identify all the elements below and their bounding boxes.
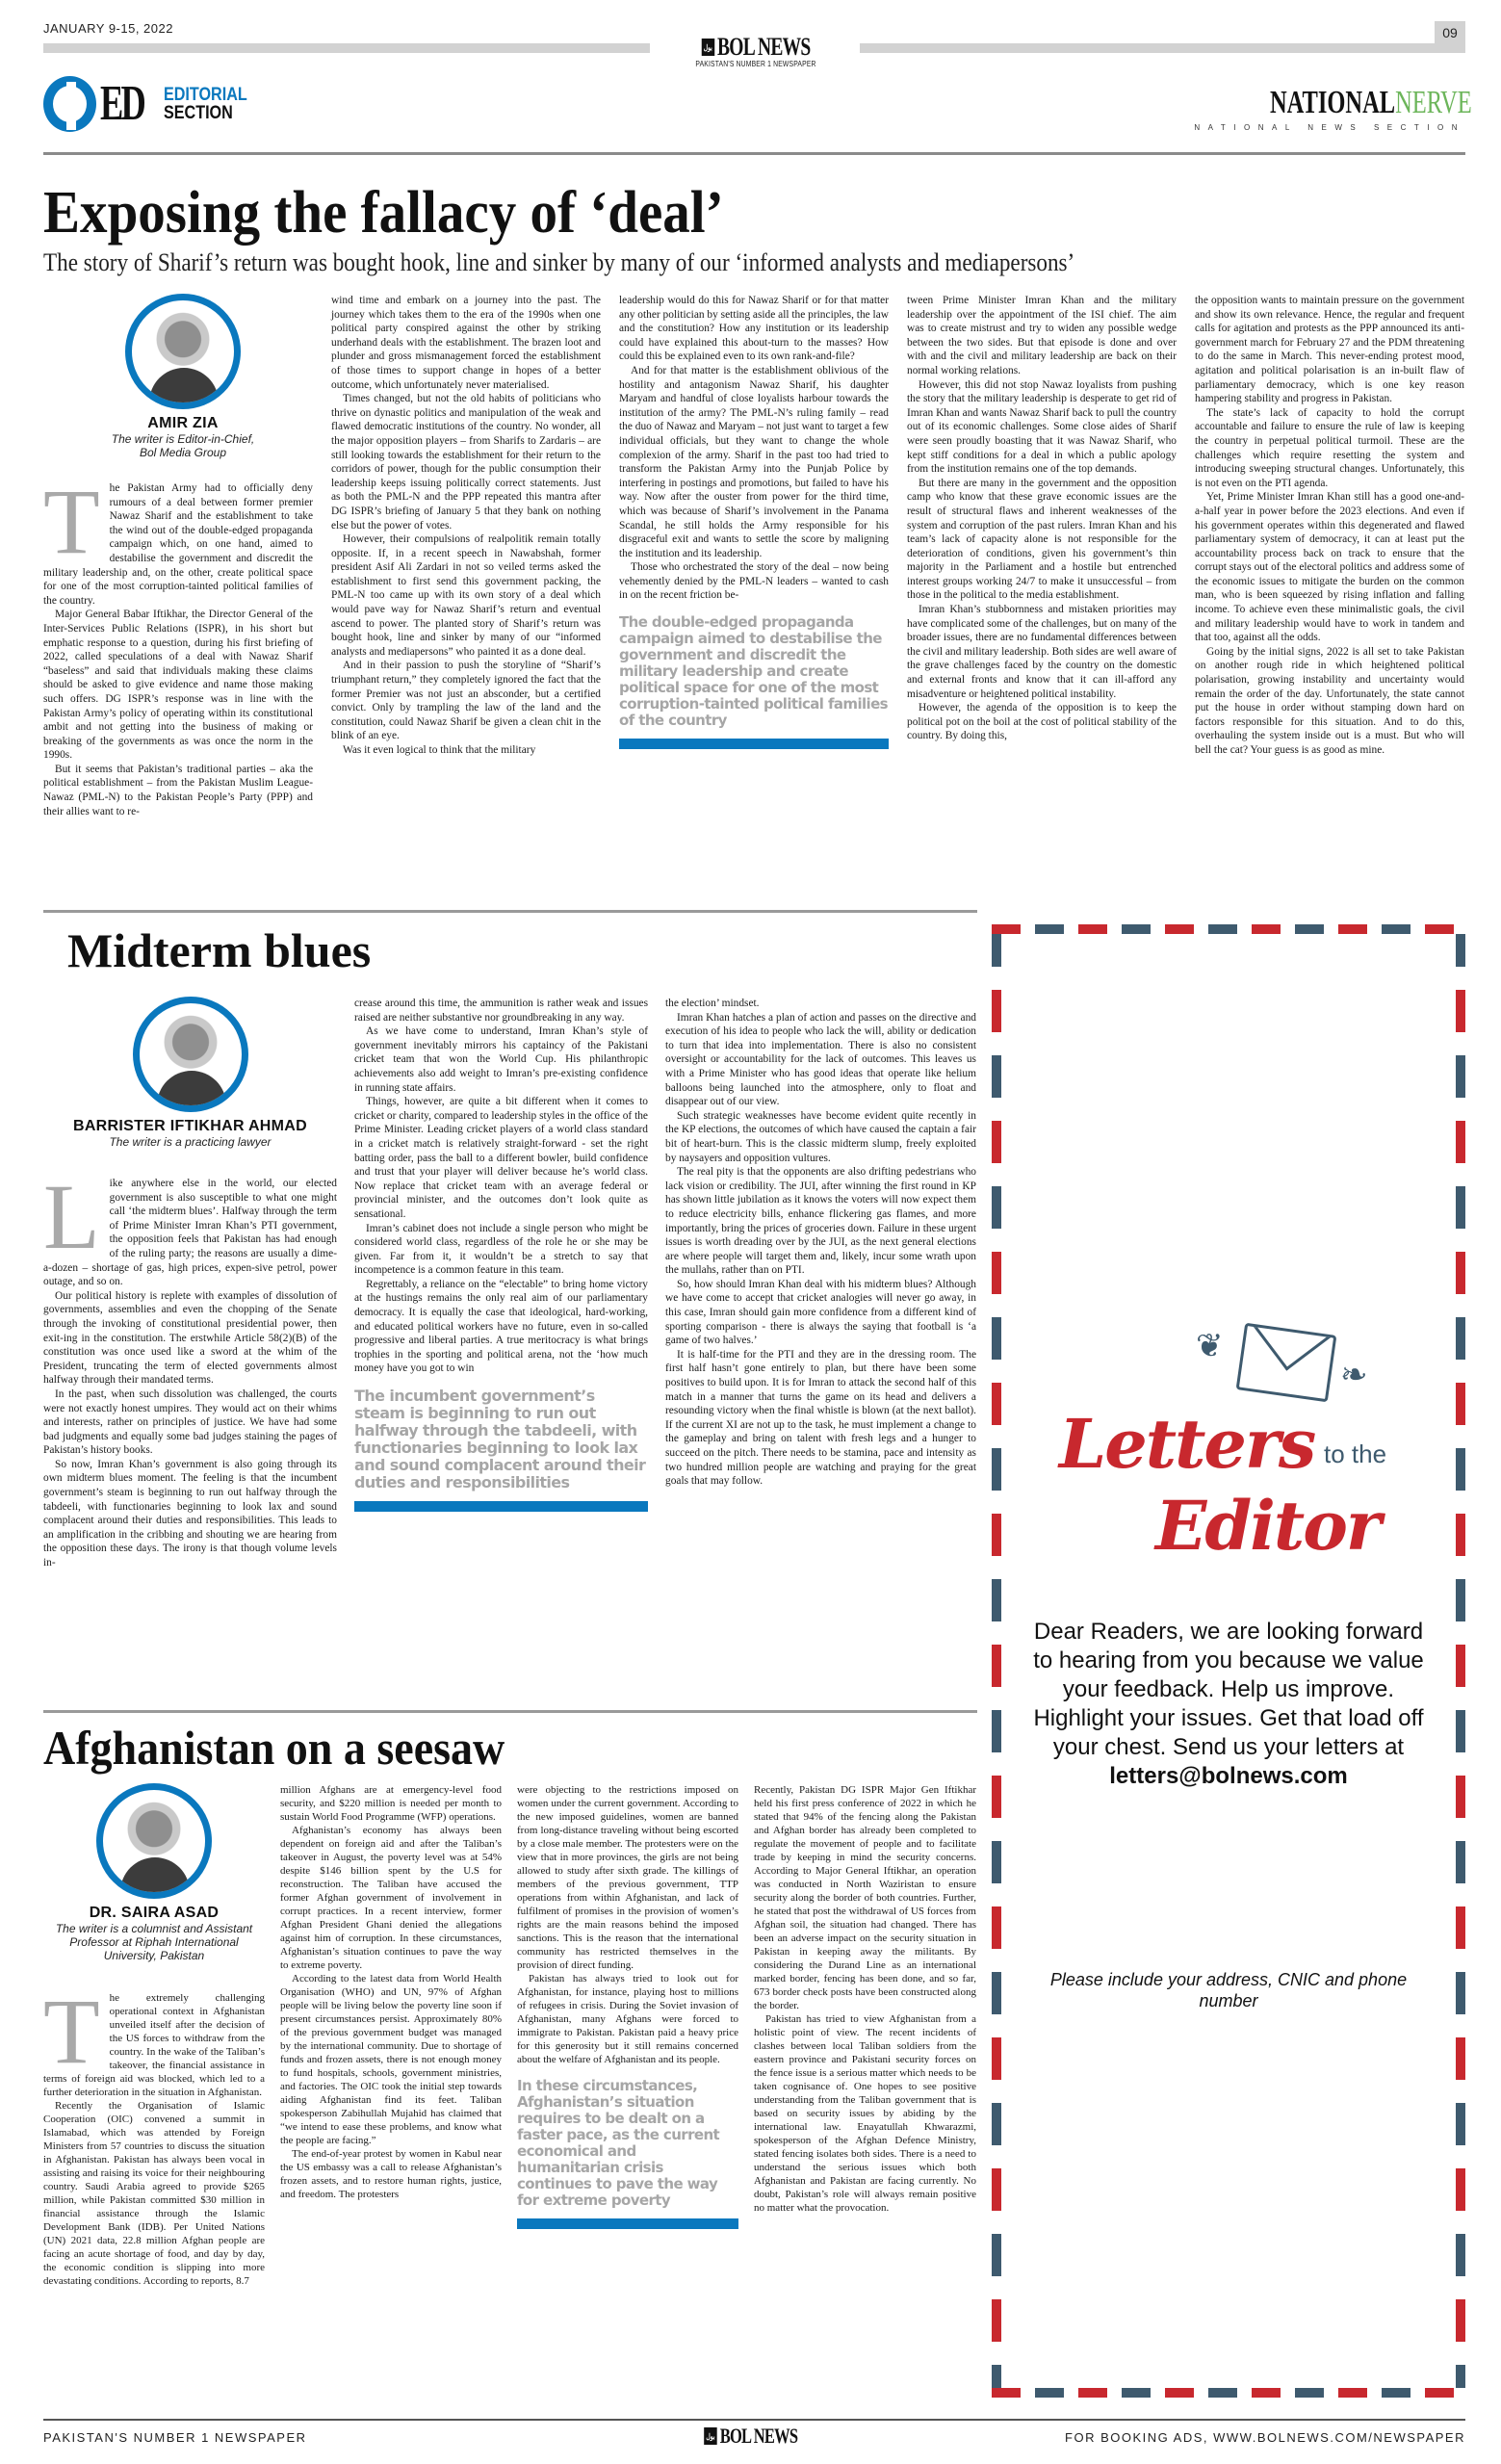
article1-subhead: The story of Sharif’s return was bought hook, line and sinker by many of our ‘informed analysts and mediapersons’ [43, 248, 1075, 276]
paragraph: Afghanistan’s economy has always been dependent on foreign aid and after the Taliban’s takeover in August, the poverty level was at 54% despite $146 billion spent by the U.S for reconstruction. The Taliban have accused the former Afghan government of involvement in corrupt practices. In a recent interview, former Afghan President Ghani denied the allegations against him of corruption. In these circumstances, Afghanistan’s situation continues to pave the way to extreme poverty. [280, 1825, 502, 1971]
paragraph: Those who orchestrated the story of the deal – now being vehemently denied by the PML-N leaders – wanted to cash in on the recent friction be- [619, 561, 889, 602]
paragraph: million Afghans are at emergency-level food security, and $220 million is needed per month to sustain World Food Programme (WFP) operations. [280, 1784, 502, 1823]
author-desc: Bol Media Group [139, 446, 227, 459]
author-desc: University, Pakistan [103, 1949, 205, 1962]
header-rule-right [860, 43, 1464, 53]
paragraph: But it seems that Pakistan’s traditional parties – aka the political establishment – from the Pakistan Muslim League-Nawaz (PML-N) to the Pakistan People’s Party (PPP) and their allies want to re- [43, 763, 313, 817]
nn-title-a: NATIONAL [1269, 85, 1396, 120]
article1-byline [43, 294, 323, 459]
paragraph: And for that matter is the establishment oblivious of the hostility and antagonism Nawaz Sharif, his daughter Maryam and handful of close loyalists harbour towards the institution of the army? The PML-N’s ruling family – read the duo of Nawaz and Maryam – not just want to target a few individual officials, but they want to change the whole complexion of the army. Sharif in the past too had tried to transform the Pakistan Army into the Punjab Police by interfering in postings and promotions, but failed to have his way. Now after the ouster from power for the third time, which was because of Sharif’s involvement in the Panama Scandal, he still holds the Army responsible for his disgraceful exit and wants to settle the score by maligning the institution and its leadership. [619, 364, 889, 559]
article1-pull-quote: The double-edged propaganda campaign aimed to destabilise the government and discredit the military leadership and create political space for one of the most corruption-tainted political families of the country [619, 613, 888, 730]
wing-left-icon: ❦ [1196, 1327, 1224, 1365]
article3-headline: Afghanistan on a seesaw [43, 1721, 505, 1775]
letters-to-editor-box [992, 924, 1465, 2398]
paragraph: However, the agenda of the opposition is to keep the political pot on the boil at the cost of political stability of the country. By doing this, [907, 702, 1177, 742]
paragraph: he extremely challenging operational context in Afghanistan unveiled itself after the decision of the US forces to withdraw from the country. In the wake of the Taliban’s takeover, the financial assistance in terms of foreign aid was blocked, which led to a further deterioration in the situation in Afghanistan. [43, 1992, 265, 2098]
airmail-border-top [992, 924, 1465, 934]
nn-title-b: NERVE [1395, 85, 1472, 120]
section-divider [43, 1710, 977, 1713]
letters-title-editor: Editor [1155, 1486, 1380, 1566]
header-divider [43, 152, 1465, 155]
paragraph: leadership would do this for Nawaz Sharif or for that matter any other politician by setting aside all the principles, the law and the constitution? How any institution or its leadership could have explained this about-turn to the masses? How could this be explained even to its own rank-and-file? [619, 295, 889, 363]
paragraph: the election’ mindset. [665, 998, 760, 1009]
editorial-section-logo [43, 75, 262, 132]
letters-note: Please include your address, CNIC and phone number [1049, 1970, 1408, 2010]
article3-byline [43, 1783, 265, 1962]
author-name: DR. SAIRA ASAD [89, 1905, 220, 1921]
pull-quote-bar [517, 2218, 738, 2229]
paragraph: tween Prime Minister Imran Khan and the military leadership over the appointment of the ISI chief. The aim was to create mistrust and try to widen any possible wedge between the two sides. But that episode is done and over with and the civil and military leadership are back on their normal working relations. [907, 295, 1177, 376]
paragraph: Our political history is replete with examples of dissolution of governments, assemblies and even the chopping of the Senate through the invoking of constitutional presidential power, then exit-ing in the constitution. The erstwhile Article 58(2)(B) of the constitution was once used like a sword at the whim of the President, truncating the term of elected governments almost halfway through their mandated terms. [43, 1289, 337, 1387]
section-divider [43, 910, 977, 913]
paragraph: The real pity is that the opponents are also drifting pedestrians who lack vision or credibility. The JUI, after winning the first round in KP has shown little jubilation as it knows the voters will now expect them to reduce electricity bills, enhance flickering gas flames, and more importantly, bring the prices of groceries down. Failure in these urgent issues is worth dreading over by the JUI, as the next general elections are where people will target them and, likely, incur some wrath upon the mullahs, rather than on PTI. [665, 1166, 976, 1277]
paragraph: the opposition wants to maintain pressure on the government and show its own relevance. Hence, the regular and frequent calls for agitation and protests as the PPP announced its anti-government march for February 27 and the PDM threatening to do the same in March. This never-ending protest mood, agitation and political polarisation is an in-built flaw of parliamentary democracy, which is one key reason hampering stability and progress in Pakistan. [1195, 295, 1464, 405]
paragraph: were objecting to the restrictions imposed on women under the current government. According to the new imposed guidelines, women are banned from long-distance traveling without being escorted by a close male member. The protesters were on the view that in more provinces, the girls are not being allowed to study after sixth grade. The killings of members of the previous government, TTP operations from within Afghanistan, and lack of fulfilment of promises in the provision of women’s rights are the main reasons behind the imposed sanctions. This is the reason that the international community has restricted themselves in the provision of direct funding. [517, 1784, 738, 1971]
national-nerve-logo [1194, 85, 1472, 132]
article2-column-3 [665, 997, 976, 1489]
paragraph: Regrettably, a reliance on the “electable” to bring home victory at the hustings remains the only real aim of our parliamentary democracy. It is equally the case that ideological, hard-working, and educated political workers have no future, even in so-called progressive and liberal parties. A true meritocracy is what brings trophies in the sporting and political arena, not the ‘how much money have you got to win [354, 1278, 648, 1375]
header-rule-left [43, 43, 650, 53]
letters-title-small: to the [1324, 1439, 1387, 1468]
paragraph: wind time and embark on a journey into the past. The journey which takes them to the era of the 1990s when one political party conspired against the other by striking underhand deals with the establishment. The brazen loot and plunder and gross mismanagement forced the establishment of those times to support change in hopes of a better outcome, which unfortunately never materialised. [331, 295, 601, 391]
article2-column-1 [43, 1165, 337, 1570]
article3-column-1 [43, 1980, 265, 2288]
masthead-title: BOL NEWS [717, 33, 811, 61]
paragraph: Things, however, are quite a bit different when it comes to cricket or charity, compared to leadership styles in the office of the Prime Minister. Leading cricket players of a world class standard in a cricket match is relatively straight-forward - set the right batting order, pass the ball to a different bowler, build confidence and trust that your player will deliver because he’s world class. Now replace that cricket team with an average federal or provincial minister, and the outcomes don’t look quite as sensational. [354, 1096, 648, 1220]
paragraph: Yet, Prime Minister Imran Khan still has a good one-and-a-half year in power before the 2023 elections. And even if his government operates within this degenerated and flawed parliamentary system of democracy, it can at least put the accountability process back on track to ensure that the corrupt stays out of the electoral politics and address some of the economic issues to mitigate the burden on the common man, who is been squeezed by rising inflation and falling income. To achieve even these minimalistic goals, the civil and military leadership would have to work in tandem and that too, against all the odds. [1195, 491, 1464, 644]
paragraph: So, how should Imran Khan deal with his midterm blues? Although we have come to accept that cricket analogies will never go away, in this case, Imran should gain more confidence from a different kind of sporting comparison - there is always the saying that football is ‘a game of two halves.’ [665, 1278, 976, 1347]
paragraph: As we have come to understand, Imran Khan’s style of government inevitably mirrors his captaincy of the Pakistani cricket team that won the World Cup. His philanthropic achievements also add weight to Imran’s pre-existing confidence in running state affairs. [354, 1025, 648, 1094]
masthead-tagline: PAKISTAN'S NUMBER 1 NEWSPAPER [695, 60, 816, 68]
author-desc: The writer is a practicing lawyer [109, 1135, 272, 1149]
dropcap: T [43, 470, 100, 573]
footer-logo-text: BOL NEWS [719, 2424, 798, 2448]
paragraph: Imran Khan’s stubbornness and mistaken priorities may have complicated some of the challenges, but on many of the broader issues, there are no fundamental differences between the civil and military leadership. Both sides are well aware of the grave challenges faced by the country on the domestic and external fronts and know that it can ill-afford any misadventure or heightened political instability. [907, 604, 1177, 700]
article1-column-2 [331, 294, 601, 758]
footer-logo[interactable] [688, 2424, 814, 2449]
paragraph: Times changed, but not the old habits of politicians who thrive on dynastic politics and manipulation of the weak and flawed democratic institutions of the country. No wonder, all the major opposition players – from Sharifs to Zardaris – are still looking towards the establishment for their return to the corridors of power, though for the public consumption their leadership keeps issuing politically correct statements. Just as both the PML-N and the PPP repeated this mantra after DG ISPR’s briefing of January 5 that they bank on nothing else but the power of votes. [331, 393, 601, 532]
article3-column-4 [754, 1783, 976, 2215]
article2-pull-quote-block [354, 1388, 648, 1512]
wing-right-icon: ❧ [1340, 1356, 1368, 1394]
paragraph: Imran’s cabinet does not include a single person who might be considered world class, regardless of the role he or she may be given. Far from it, it wouldn’t be a stretch to say that incompetence is a common feature in this team. [354, 1222, 648, 1277]
footer-booking-link[interactable]: FOR BOOKING ADS, WWW.BOLNEWS.COM/NEWSPAPER [1065, 2430, 1465, 2445]
ed-circle-icon [43, 76, 96, 132]
paragraph: crease around this time, the ammunition is rather weak and issues raised are neither substantive nor groundbreaking in any way. [354, 998, 648, 1024]
article3-column-3 [517, 1783, 738, 2239]
letters-title-script: Letters [1059, 1404, 1315, 1484]
article1-pull-quote-block [619, 614, 889, 749]
author-photo-iftikhar-ahmad [133, 997, 248, 1112]
article1-column-3 [619, 294, 889, 759]
article1-headline: Exposing the fallacy of ‘deal’ [43, 180, 724, 246]
paragraph: It is half-time for the PTI and they are in the dressing room. The first half hasn’t gone entirely to plan, but there have been some positives to build upon. It is for Imran to attack the second half of this match in a manner that turns the game on its head and delivers a resounding victory when the final whistle is blown (at the next ballot). If the current XI are not up to the task, he must implement a change to the gameplay and bring on talent with fresh legs and a hunger to succeed on the pitch. There needs to be stamina, pace and intensity as two hundred million people are watching and praying for the great goals that may follow. [665, 1348, 976, 1488]
winged-envelope-icon [1236, 1323, 1337, 1403]
author-desc: Professor at Riphah International [69, 1935, 239, 1949]
paragraph: Going by the initial signs, 2022 is all set to take Pakistan on another rough ride in which heightened political polarisation, growing instability and uncertainty would remain the order of the day. Unfortunately, the state cannot put the house in order without stamping down hard on factors responsible for this situation. And to do this, overhauling the system inside out is a must. But who will bell the cat? Your guess is as good as mine. [1195, 645, 1464, 756]
pull-quote-bar [354, 1501, 648, 1512]
author-desc: The writer is a columnist and Assistant [55, 1922, 253, 1935]
footer-tagline: PAKISTAN'S NUMBER 1 NEWSPAPER [43, 2430, 307, 2445]
article3-pull-quote: In these circumstances, Afghanistan’s situation requires to be dealt on a faster pace, as the current economical and humanitarian crisis continues to pave the way for extreme poverty [517, 2077, 720, 2209]
letters-email-link[interactable]: letters@bolnews.com [1109, 1763, 1348, 1789]
paragraph: However, their compulsions of realpolitik remain totally opposite. If, in a recent speech in Nawabshah, former president Asif Ali Zardari in not so veiled terms asked the establishment to first send this government packing, the PML-N too came up with its own story of a deal which would pave way for Nawaz Sharif’s return and eventual ascend to power. The planted story of Sharif’s return was bought hook, line and sinker by many of our “informed analysts and mediapersons” who painted it as a done deal. [331, 533, 601, 658]
pull-quote-bar [619, 739, 889, 749]
article3-pull-quote-block [517, 2078, 738, 2229]
author-desc: The writer is Editor-in-Chief, [111, 432, 255, 446]
footer-divider [43, 2419, 1465, 2421]
article3-column-2 [280, 1783, 502, 2201]
paragraph: However, this did not stop Nawaz loyalists from pushing the story that the military leadership is desperate to get rid of Imran Khan and wants Nawaz Sharif back to pull the country out of its economic challenges. Some close aides of Sharif were seen proudly boasting that it was Nawaz Sharif, who kept stiff conditions for a deal in which a public apology from the institution remains one of the top demands. [907, 378, 1177, 476]
author-photo-saira-asad [96, 1783, 212, 1899]
article2-pull-quote: The incumbent government’s steam is beginning to run out halfway through the tabdeeli, with functionaries beginning to look lax and sound complacent around their duties and responsibilities [354, 1387, 646, 1492]
paragraph: Such strategic weaknesses have become evident quite recently in the KP elections, the outcomes of which have caused the captain a fair bit of heart-burn. This is the classic midterm slump, freely exploited by naysayers and opposition vultures. [665, 1109, 976, 1164]
article1-column-4 [907, 294, 1177, 743]
paragraph: he Pakistan Army had to officially deny rumours of a deal between former premier Nawaz Sharif and the establishment to take the wind out of the double-edged propaganda campaign which, on one hand, aimed to destabilise the government and discredit the military leadership and, on the other, create political space for one of the most corruption-tainted political families of the country. [43, 482, 313, 607]
paragraph: Imran Khan hatches a plan of action and passes on the directive and execution of his idea to people who lack the will, ability or dedication to turn that idea into implementation. There is also no consistent oversight or accountability for the lack of outcomes. This leaves us with a Prime Minister who has good ideas that operate like helium balloons being launched into the atmosphere, only to float and disappear out of our view. [665, 1011, 976, 1108]
paragraph: Pakistan has tried to view Afghanistan from a holistic point of view. The recent incidents of clashes between local Taliban soldiers from the eastern province and Pakistani security forces on the fence issue is a serious matter which needs to be taken cognisance of. One hopes to see positive understanding from the Taliban government that is based on security issues by abiding by the international law. Enayatullah Khwarazmi, spokesperson of the Afghan Defence Ministry, stated fencing isolates both sides. There is a need to understand the serious issues which both Afghanistan and Pakistan are facing currently. No doubt, Pakistan’s role will always remain positive no matter what the provocation. [754, 2013, 976, 2214]
paragraph: So now, Imran Khan’s government is also going through its own midterm blues moment. The feeling is that the incumbent government’s steam is beginning to run out halfway through the tabdeeli, with functionaries beginning to look lax and sound complacent around their duties and responsibilities. This leads to an amplification in the cribbing and shouting we are hearing from the opposition these days. The irony is that though volume levels in- [43, 1458, 337, 1569]
paragraph: Pakistan has always tried to look out for Afghanistan, for instance, playing host to millions of refugees in crisis. During the Soviet invasion of Afghanistan, many Afghans were forced to immigrate to Pakistan. Pakistan paid a heavy price for this generosity but it still remains concerned about the welfare of Afghanistan and its people. [517, 1973, 738, 2065]
paragraph: And in their passion to push the storyline of “Sharif’s triumphant return,” they completely ignored the fact that the former Premier was not just an absconder, but a certified convict. Only by trampling the law of the land and the constitution, could Nawaz Sharif be given a clean chit in the blink of an eye. [331, 660, 601, 742]
dropcap: T [43, 1980, 100, 2083]
article2-column-2 [354, 997, 648, 1521]
letters-message [1030, 1618, 1427, 1791]
issue-date: JANUARY 9-15, 2022 [43, 21, 173, 36]
article2-headline: Midterm blues [67, 923, 372, 977]
paragraph: But there are many in the government and the opposition camp who know that these grave economic issues are the result of structural flaws and inherent weaknesses of the system and corruption of the past rulers. Imran Khan and his team’s lack of capacity alone is not responsible for the deterioration of conditions, given his government’s thin majority in the Parliament and a hostile but entrenched interest groups working 24/7 to make it unsuccessful – from those in the political to the media establishment. [907, 477, 1177, 602]
author-photo-amir-zia [125, 294, 241, 409]
bol-badge-icon: بول [702, 39, 715, 56]
paragraph: Major General Babar Iftikhar, the Director General of the Inter-Services Public Relations (ISPR), in his short but emphatic response to a question, during his first briefing of 2022, called speculations of a deal with Nawaz Sharif “baseless” and said that individuals making these claims should be asked to give evidence and name those making such offers. DG ISPR’s response was in line with the Pakistan Army’s policy of operating within its constitutional ambit and not getting into the business of making or breaking of the governments as was once the norm in the 1990s. [43, 609, 313, 762]
author-name: AMIR ZIA [147, 415, 219, 431]
paragraph: ike anywhere else in the world, our elected government is also susceptible to what one might call ‘the midterm blues’. Halfway through the term of Prime Minister Imran Khan’s PTI government, the opposition feels that Pakistan has had enough of the ruling party; the reasons are usually a dime-a-dozen – shortage of gas, high prices, expen-sive petrol, power outage, and so on. [43, 1178, 337, 1288]
article1-column-5 [1195, 294, 1464, 758]
masthead-logo[interactable] [674, 33, 838, 68]
nn-subtitle: NATIONAL NEWS SECTION [1194, 123, 1465, 132]
section-label-2: SECTION [164, 102, 233, 123]
page-number: 09 [1435, 21, 1465, 53]
section-label-1: EDITORIAL [164, 84, 247, 105]
paragraph: Recently, Pakistan DG ISPR Major Gen Iftikhar held his first press conference of 2022 in which he stated that 94% of the fencing along the Pakistan and Afghan border has already been completed to regulate the movement of people and to facilitate trade by keeping in mind the security concerns. According to Major General Iftikhar, an operation was conducted in North Waziristan to ensure security along the border of both countries. Further, he stated that post the withdrawal of US forces from Afghan soil, the situation had changed. There has been an adverse impact on the security situation in Pakistan in keeping away the militants. By considering the Durand Line as an international marked border, fencing has been done, and so far, 673 border check posts have been constructed along the border. [754, 1784, 976, 2011]
paragraph: The end-of-year protest by women in Kabul near the US embassy was a call to release Afghanistan’s frozen assets, and to restore human rights, justice, and freedom. The protesters [280, 2148, 502, 2200]
paragraph: In the past, when such dissolution was challenged, the courts were not exactly honest umpires. They would act on their whims and interests, rather on principles of justice. We have had some bad judgments and equally some bad judges staining the pages of Pakistan’s history books. [43, 1388, 337, 1457]
airmail-border-right [1456, 924, 1465, 2398]
paragraph: Was it even logical to think that the military [343, 744, 536, 756]
airmail-border-bottom [992, 2388, 1465, 2398]
paragraph: The state’s lack of capacity to hold the corrupt accountable and failure to ensure the rule of law is keeping the country in perpetual political turmoil. These are the challenges which require resetting the system and introducing sweeping structural changes. Unfortunately, this is not even on the PTI agenda. [1195, 406, 1464, 489]
paragraph: Recently the Organisation of Islamic Cooperation (OIC) convened a summit in Islamabad, which was attended by Foreign Ministers from 57 countries to discuss the situation in Afghanistan. Pakistan has always been vocal in assisting and raising its voice for their neighbouring country. Saudi Arabia agreed to provide $265 million, while Pakistan committed $30 million in financial assistance through the Islamic Development Bank (IDB). Per United Nations (UN) 2021 data, 22.8 million Afghan people are facing an acute shortage of food, and day by day, the economic condition is slipping into more devastating conditions. According to reports, 8.7 [43, 2100, 265, 2287]
bol-badge-icon: بول [704, 2427, 717, 2445]
dropcap: L [43, 1165, 100, 1268]
article1-column-1 [43, 470, 313, 818]
airmail-border-left [992, 924, 1001, 2398]
article2-byline [43, 997, 337, 1149]
letters-message-text: Dear Readers, we are looking forward to hearing from you because we value your feedback. Help us improve. Highlight your issues. Get that load off your chest. Send us your letters at [1033, 1619, 1424, 1760]
author-name: BARRISTER IFTIKHAR AHMAD [72, 1118, 308, 1134]
ed-letters: ED [100, 76, 143, 131]
paragraph: According to the latest data from World Health Organisation (WHO) and UN, 97% of Afghan people will be living below the poverty line soon if present circumstances persist. Approximately 80% of the previous government budget was managed by the international community. Due to shortage of funds and frozen assets, there is not enough money to fund hospitals, schools, government ministries, and factories. The OIC took the initial step towards aiding Afghanistan find its feet. Taliban spokesperson Zabihullah Mujahid has claimed that “we intend to ease these problems, and know what the people are facing.” [280, 1973, 502, 2146]
